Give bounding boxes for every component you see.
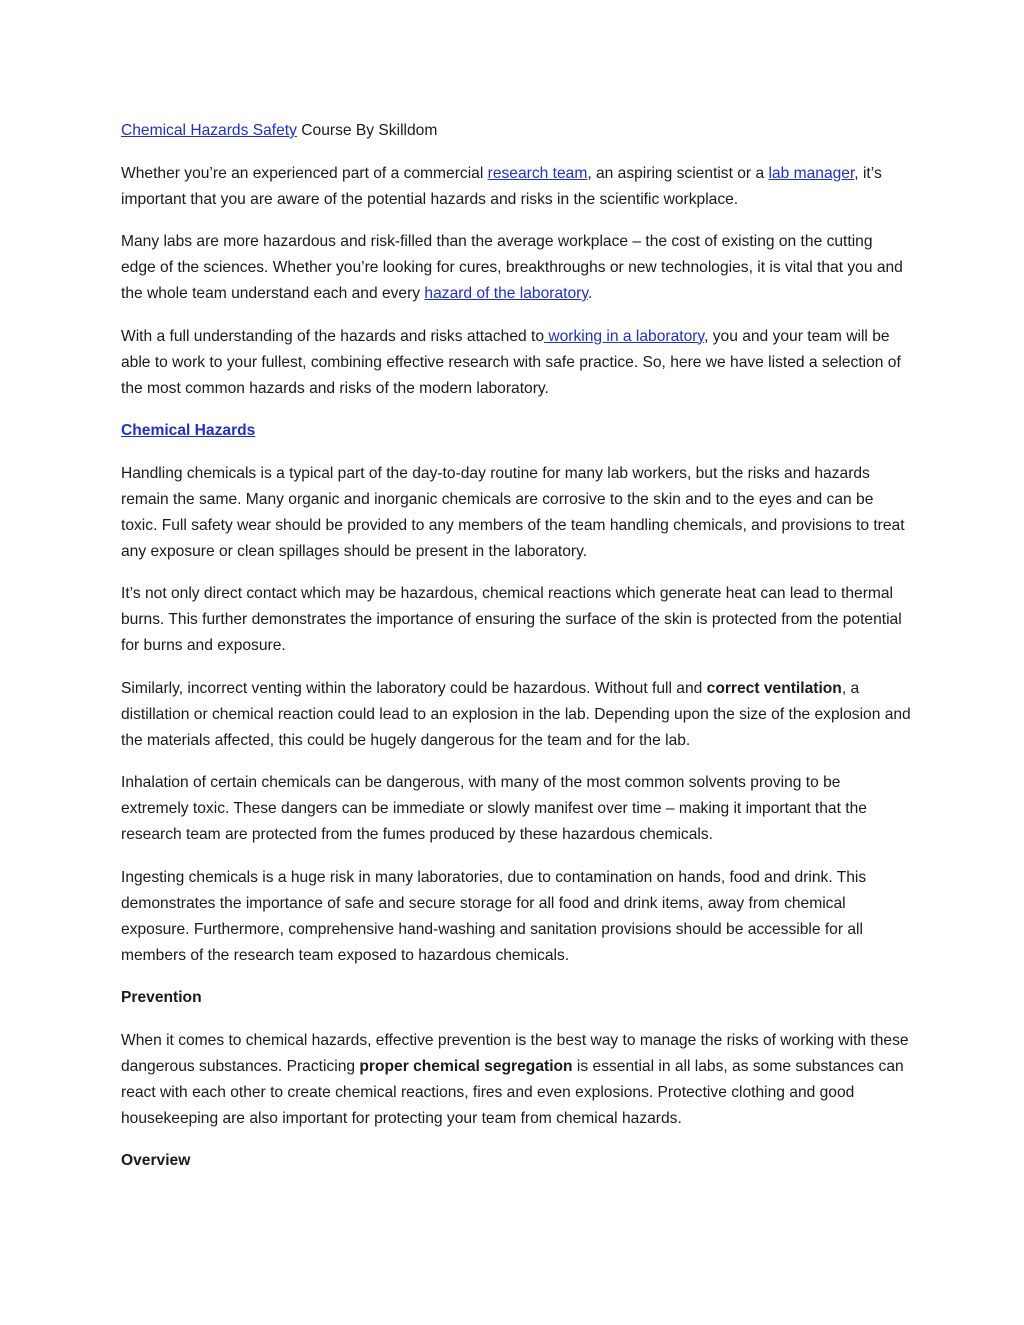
chemical-hazards-heading [121, 418, 911, 444]
inhalation-paragraph: Inhalation of certain chemicals can be dangerous, with many of the most common solvents proving to be extremely toxic. These dangers can be immediate or slowly manifest over time – making it important that the research team are protected from the fumes produced by these hazardous chemicals. [121, 774, 867, 843]
chemical-hazards-safety-link[interactable]: Chemical Hazards Safety [121, 122, 297, 139]
prevention-text-2: is essential in all labs, as some substances can react with each other to create chemical reactions, fires and even explosions. Protective clothing and good housekeeping are also important for protecting your team from chemical hazards. [121, 1057, 904, 1127]
ingesting-paragraph: Ingesting chemicals is a huge risk in many laboratories, due to contamination on hands, food and drink. This demonstrates the importance of safe and secure storage for all food and drink items, away from chemical exposure. Furthermore, comprehensive hand-washing and sanitation provisions should be accessible for all members of the research team exposed to hazardous chemicals. [121, 868, 867, 964]
intro-text-3: , it’s important that you are aware of the potential hazards and risks in the scientific workplace. [121, 164, 882, 208]
chemical-hazards-heading-link[interactable]: Chemical Hazards [121, 422, 256, 439]
venting-paragraph [121, 676, 911, 754]
prevention-heading-text: Prevention [121, 989, 202, 1006]
labs-paragraph [121, 229, 911, 307]
research-team-link[interactable]: research team [487, 164, 588, 182]
labs-text-1: Many labs are more hazardous and risk-filled than the average workplace – the cost of existing on the cutting edge of the sciences. Whether you’re looking for cures, breakthroughs or new technologies, it is vital that you and the whole team understand each and every [121, 233, 903, 302]
lab-manager-link[interactable]: lab manager [768, 164, 855, 182]
working-in-laboratory-link[interactable]: working in a laboratory [544, 327, 705, 345]
prevention-text-1: When it comes to chemical hazards, effective prevention is the best way to manage the risks of working with these dangerous substances. Practicing [121, 1031, 909, 1075]
hazard-of-laboratory-link[interactable]: hazard of the laboratory [424, 285, 588, 302]
intro-text-2: , an aspiring scientist or a [587, 164, 769, 182]
overview-heading [121, 1148, 911, 1174]
understanding-text-1: With a full understanding of the hazards and risks attached to [121, 327, 545, 345]
chemical-segregation-bold: proper chemical segregation [359, 1057, 573, 1075]
labs-text-2: . [587, 285, 593, 302]
document-page [121, 118, 911, 1191]
correct-ventilation-bold: correct ventilation [706, 679, 842, 697]
intro-text-1: Whether you’re an experienced part of a commercial [121, 164, 488, 182]
title-paragraph [121, 118, 911, 144]
prevention-heading [121, 985, 911, 1011]
overview-heading-text: Overview [121, 1152, 191, 1169]
intro-paragraph [121, 161, 911, 213]
understanding-text-2: , you and your team will be able to work to your fullest, combining effective research with safe practice. So, here we have listed a selection of the most common hazards and risks of the modern laboratory. [121, 327, 901, 397]
prevention-paragraph [121, 1028, 911, 1132]
handling-chemicals-paragraph: Handling chemicals is a typical part of the day-to-day routine for many lab workers, but the risks and hazards remain the same. Many organic and inorganic chemicals are corrosive to the skin and to the eyes and can be toxic. Full safety wear should be provided to any members of the team handling chemicals, and provisions to treat any exposure or clean spillages should be present in the laboratory. [121, 464, 905, 560]
venting-text-1: Similarly, incorrect venting within the laboratory could be hazardous. Without full and [121, 679, 707, 697]
thermal-burns-paragraph: It’s not only direct contact which may be hazardous, chemical reactions which generate heat can lead to thermal burns. This further demonstrates the importance of ensuring the surface of the skin is protected from the potential for burns and exposure. [121, 585, 902, 654]
understanding-paragraph [121, 324, 911, 402]
title-rest-text: Course By Skilldom [296, 122, 438, 139]
venting-text-2: , a distillation or chemical reaction could lead to an explosion in the lab. Depending upon the size of the explosion and the materials affected, this could be hugely dangerous for the team and for the lab. [121, 679, 911, 749]
